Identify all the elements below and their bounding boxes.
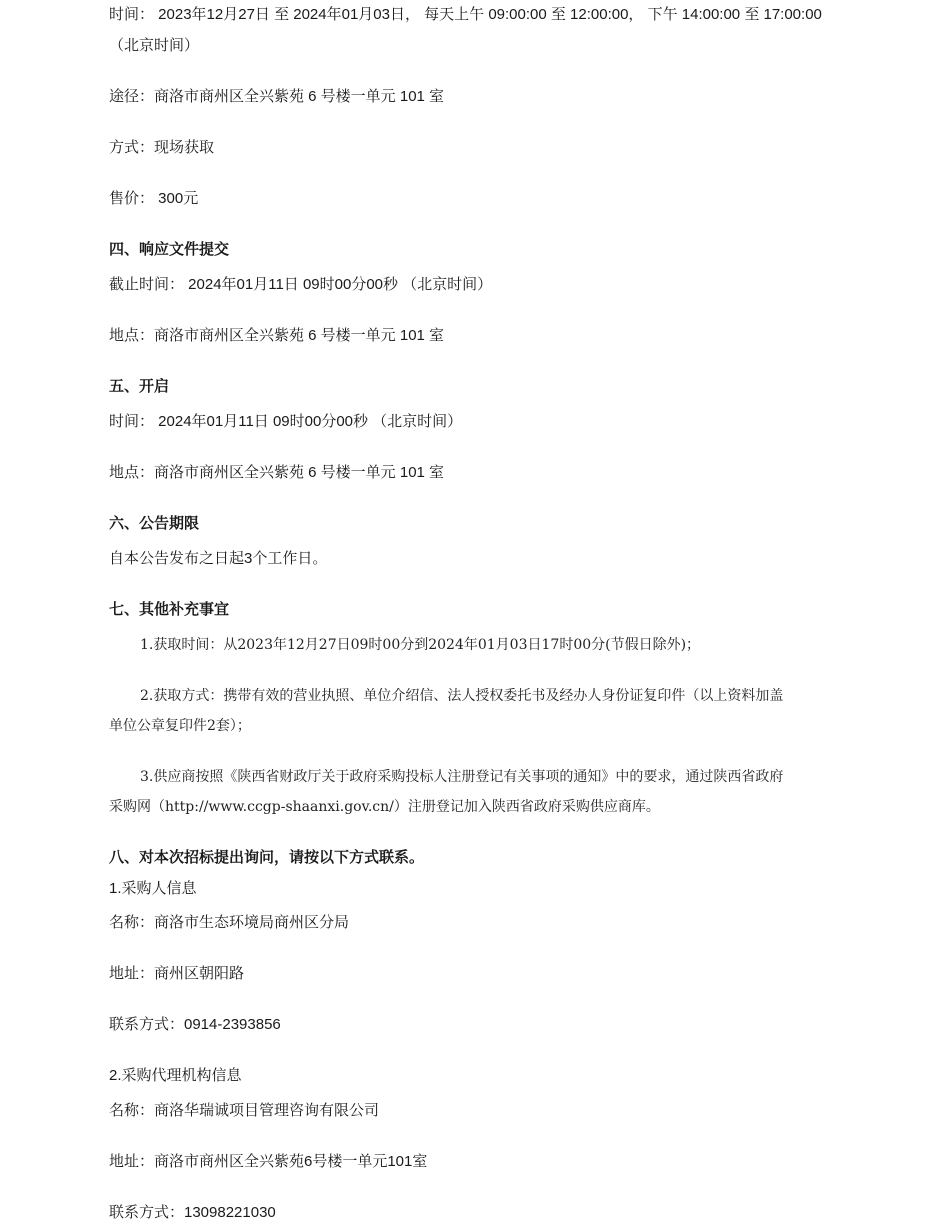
buyer-address: 地址：商州区朝阳路 [109,965,245,982]
agency-info-title: 2.采购代理机构信息 [109,1067,242,1084]
section-heading-opening: 五、开启 [109,378,170,395]
section-heading-period: 六、公告期限 [109,515,200,532]
document-price: 售价： 300元 [109,190,199,207]
submission-deadline: 截止时间： 2024年01月11日 09时00分00秒 （北京时间） [109,276,493,293]
acquire-time-line1: 时间： 2023年12月27日 至 2024年01月03日， 每天上午 09:00:00 至 12:00:00， 下午 14:00:00 至 17:00:00 [109,6,822,23]
acquire-route: 途径：商洛市商州区全兴紫苑 6 号楼一单元 101 室 [109,88,445,105]
buyer-info-title: 1.采购人信息 [109,880,197,897]
section-heading-submission: 四、响应文件提交 [109,241,230,258]
acquire-time-line2: （北京时间） [109,37,200,54]
buyer-contact: 联系方式：0914-2393856 [109,1016,281,1033]
buyer-name: 名称：商洛市生态环境局商州区分局 [109,914,350,931]
acquire-method: 方式：现场获取 [109,139,215,156]
agency-address: 地址：商洛市商州区全兴紫苑6号楼一单元101室 [109,1153,428,1170]
supplementary-item-3-line2: 采购网（http://www.ccgp-shaanxi.gov.cn/）注册登记加入陕西省政府采购供应商库。 [109,799,660,815]
section-heading-supplementary: 七、其他补充事宜 [109,601,230,618]
supplementary-item-1: 1.获取时间：从2023年12月27日09时00分到2024年01月03日17时00分(节假日除外)； [140,637,701,653]
supplementary-item-2-line2: 单位公章复印件2套）； [109,718,251,734]
supplementary-item-3-line1: 3.供应商按照《陕西省财政厅关于政府采购投标人注册登记有关事项的通知》中的要求，通过陕西省政府 [140,769,784,785]
opening-time: 时间： 2024年01月11日 09时00分00秒 （北京时间） [109,413,463,430]
agency-name: 名称：商洛华瑞诚项目管理咨询有限公司 [109,1102,380,1119]
announcement-period: 自本公告发布之日起3个工作日。 [109,550,328,567]
supplementary-item-2-line1: 2.获取方式：携带有效的营业执照、单位介绍信、法人授权委托书及经办人身份证复印件（以上资料加盖 [140,688,784,704]
agency-contact: 联系方式：13098221030 [109,1204,276,1221]
submission-location: 地点：商洛市商州区全兴紫苑 6 号楼一单元 101 室 [109,327,445,344]
opening-location: 地点：商洛市商州区全兴紫苑 6 号楼一单元 101 室 [109,464,445,481]
section-heading-contact: 八、对本次招标提出询问，请按以下方式联系。 [109,849,425,866]
